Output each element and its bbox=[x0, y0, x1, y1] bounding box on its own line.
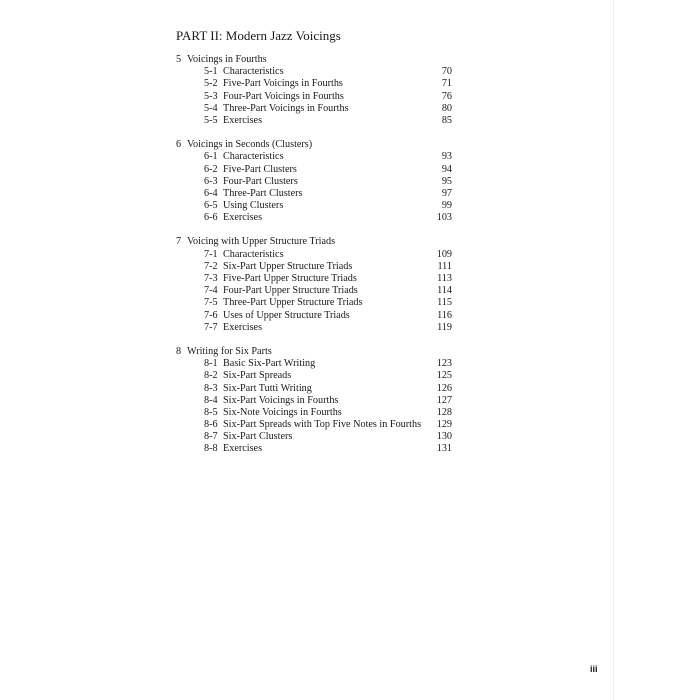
section-number: 6-1 bbox=[204, 151, 218, 163]
toc-entry bbox=[176, 273, 452, 285]
section-title: Uses of Upper Structure Triads bbox=[223, 309, 350, 321]
section-title: Six-Note Voicings in Fourths bbox=[223, 406, 342, 418]
toc-entry bbox=[176, 443, 452, 455]
section-title: Using Clusters bbox=[223, 200, 284, 212]
section-title: Three-Part Clusters bbox=[223, 187, 303, 199]
section-number: 7-2 bbox=[204, 260, 218, 272]
section-number: 5-4 bbox=[204, 102, 218, 114]
section-title: Five-Part Clusters bbox=[223, 163, 297, 175]
toc-entry bbox=[176, 261, 452, 273]
section-title: Six-Part Voicings in Fourths bbox=[223, 394, 339, 406]
section-title: Six-Part Clusters bbox=[223, 431, 293, 443]
toc-entry bbox=[176, 285, 452, 297]
chapter-number: 7 bbox=[176, 236, 182, 248]
chapter-section bbox=[176, 139, 452, 224]
section-page-number: 109 bbox=[436, 248, 452, 260]
section-title: Six-Part Tutti Writing bbox=[223, 382, 312, 394]
chapter-title: Voicings in Seconds (Clusters) bbox=[187, 139, 313, 151]
section-title: Four-Part Upper Structure Triads bbox=[223, 285, 358, 297]
section-number: 8-7 bbox=[204, 431, 218, 443]
toc-entry bbox=[176, 176, 452, 188]
section-title: Three-Part Voicings in Fourths bbox=[223, 102, 349, 114]
section-number: 6-3 bbox=[204, 175, 218, 187]
section-title: Four-Part Clusters bbox=[223, 175, 298, 187]
section-page-number: 93 bbox=[441, 151, 452, 163]
section-number: 5-2 bbox=[204, 78, 218, 90]
section-number: 7-7 bbox=[204, 321, 218, 333]
toc-entry bbox=[176, 78, 452, 90]
section-number: 8-6 bbox=[204, 419, 218, 431]
chapter-number: 6 bbox=[176, 139, 182, 151]
section-title: Six-Part Spreads bbox=[223, 370, 292, 382]
section-number: 6-4 bbox=[204, 187, 218, 199]
section-page-number: 128 bbox=[436, 406, 452, 418]
section-page-number: 70 bbox=[441, 66, 452, 78]
chapter-section bbox=[176, 54, 452, 127]
section-number: 6-5 bbox=[204, 200, 218, 212]
section-page-number: 95 bbox=[441, 175, 452, 187]
section-page-number: 114 bbox=[437, 285, 452, 297]
chapter-section bbox=[176, 346, 452, 456]
section-page-number: 125 bbox=[436, 370, 452, 382]
chapter-heading bbox=[176, 139, 452, 151]
table-of-contents bbox=[176, 54, 452, 468]
toc-entry bbox=[176, 200, 452, 212]
section-page-number: 97 bbox=[441, 187, 452, 199]
section-title: Basic Six-Part Writing bbox=[223, 358, 316, 370]
section-page-number: 126 bbox=[436, 382, 452, 394]
section-page-number: 80 bbox=[441, 102, 452, 114]
section-title: Exercises bbox=[223, 321, 263, 333]
section-number: 5-5 bbox=[204, 114, 218, 126]
section-title: Exercises bbox=[223, 443, 263, 455]
section-number: 8-8 bbox=[204, 443, 218, 455]
section-page-number: 123 bbox=[436, 358, 452, 370]
page-number: iii bbox=[590, 664, 598, 674]
section-title: Characteristics bbox=[223, 248, 284, 260]
section-number: 5-3 bbox=[204, 90, 218, 102]
toc-entry bbox=[176, 322, 452, 334]
toc-entry bbox=[176, 249, 452, 261]
toc-entry bbox=[176, 103, 452, 115]
page-edge-divider bbox=[613, 0, 614, 700]
toc-entry bbox=[176, 358, 452, 370]
section-number: 7-1 bbox=[204, 248, 218, 260]
section-page-number: 115 bbox=[437, 297, 452, 309]
section-page-number: 103 bbox=[436, 212, 452, 224]
toc-entry bbox=[176, 212, 452, 224]
section-page-number: 127 bbox=[436, 394, 452, 406]
toc-entry bbox=[176, 407, 452, 419]
section-title: Exercises bbox=[223, 114, 263, 126]
section-number: 5-1 bbox=[204, 66, 218, 78]
chapter-section bbox=[176, 236, 452, 334]
section-title: Characteristics bbox=[223, 66, 284, 78]
section-title: Six-Part Spreads with Top Five Notes in Fourths bbox=[223, 419, 422, 431]
section-number: 8-4 bbox=[204, 394, 218, 406]
chapter-title: Writing for Six Parts bbox=[187, 345, 272, 357]
section-page-number: 76 bbox=[441, 90, 452, 102]
chapter-heading bbox=[176, 236, 452, 248]
toc-entry bbox=[176, 310, 452, 322]
section-number: 8-2 bbox=[204, 370, 218, 382]
chapter-title: Voicing with Upper Structure Triads bbox=[187, 236, 336, 248]
section-number: 8-1 bbox=[204, 358, 218, 370]
toc-entry bbox=[176, 115, 452, 127]
toc-entry bbox=[176, 151, 452, 163]
chapter-heading bbox=[176, 54, 452, 66]
part-title: PART II: Modern Jazz Voicings bbox=[176, 28, 341, 43]
section-page-number: 85 bbox=[441, 114, 452, 126]
toc-entry bbox=[176, 91, 452, 103]
section-title: Five-Part Voicings in Fourths bbox=[223, 78, 343, 90]
section-page-number: 113 bbox=[437, 273, 452, 284]
section-page-number: 129 bbox=[436, 419, 452, 431]
chapter-number: 5 bbox=[176, 54, 182, 65]
section-title: Four-Part Voicings in Fourths bbox=[223, 90, 344, 102]
section-number: 7-6 bbox=[204, 309, 218, 321]
section-title: Exercises bbox=[223, 212, 263, 224]
section-number: 6-6 bbox=[204, 212, 218, 224]
section-title: Six-Part Upper Structure Triads bbox=[223, 260, 353, 272]
section-number: 8-5 bbox=[204, 406, 218, 418]
section-page-number: 131 bbox=[436, 443, 452, 455]
toc-entry bbox=[176, 431, 452, 443]
toc-entry bbox=[176, 383, 452, 395]
toc-entry bbox=[176, 188, 452, 200]
chapter-title: Voicings in Fourths bbox=[187, 54, 267, 65]
section-page-number: 116 bbox=[437, 309, 452, 321]
section-title: Three-Part Upper Structure Triads bbox=[223, 297, 363, 309]
section-page-number: 71 bbox=[441, 78, 452, 90]
section-number: 7-4 bbox=[204, 285, 218, 297]
toc-entry bbox=[176, 419, 452, 431]
section-number: 8-3 bbox=[204, 382, 218, 394]
section-title: Five-Part Upper Structure Triads bbox=[223, 273, 357, 284]
toc-entry bbox=[176, 164, 452, 176]
chapter-heading bbox=[176, 346, 452, 358]
section-number: 7-3 bbox=[204, 273, 218, 284]
toc-entry bbox=[176, 297, 452, 309]
toc-entry bbox=[176, 370, 452, 382]
section-page-number: 99 bbox=[441, 200, 452, 212]
section-title: Characteristics bbox=[223, 151, 284, 163]
section-page-number: 111 bbox=[437, 260, 452, 272]
toc-entry bbox=[176, 395, 452, 407]
chapter-number: 8 bbox=[176, 345, 182, 357]
toc-entry bbox=[176, 66, 452, 78]
section-page-number: 119 bbox=[437, 321, 452, 333]
section-page-number: 94 bbox=[441, 163, 452, 175]
section-page-number: 130 bbox=[436, 431, 452, 443]
section-number: 7-5 bbox=[204, 297, 218, 309]
section-number: 6-2 bbox=[204, 163, 218, 175]
